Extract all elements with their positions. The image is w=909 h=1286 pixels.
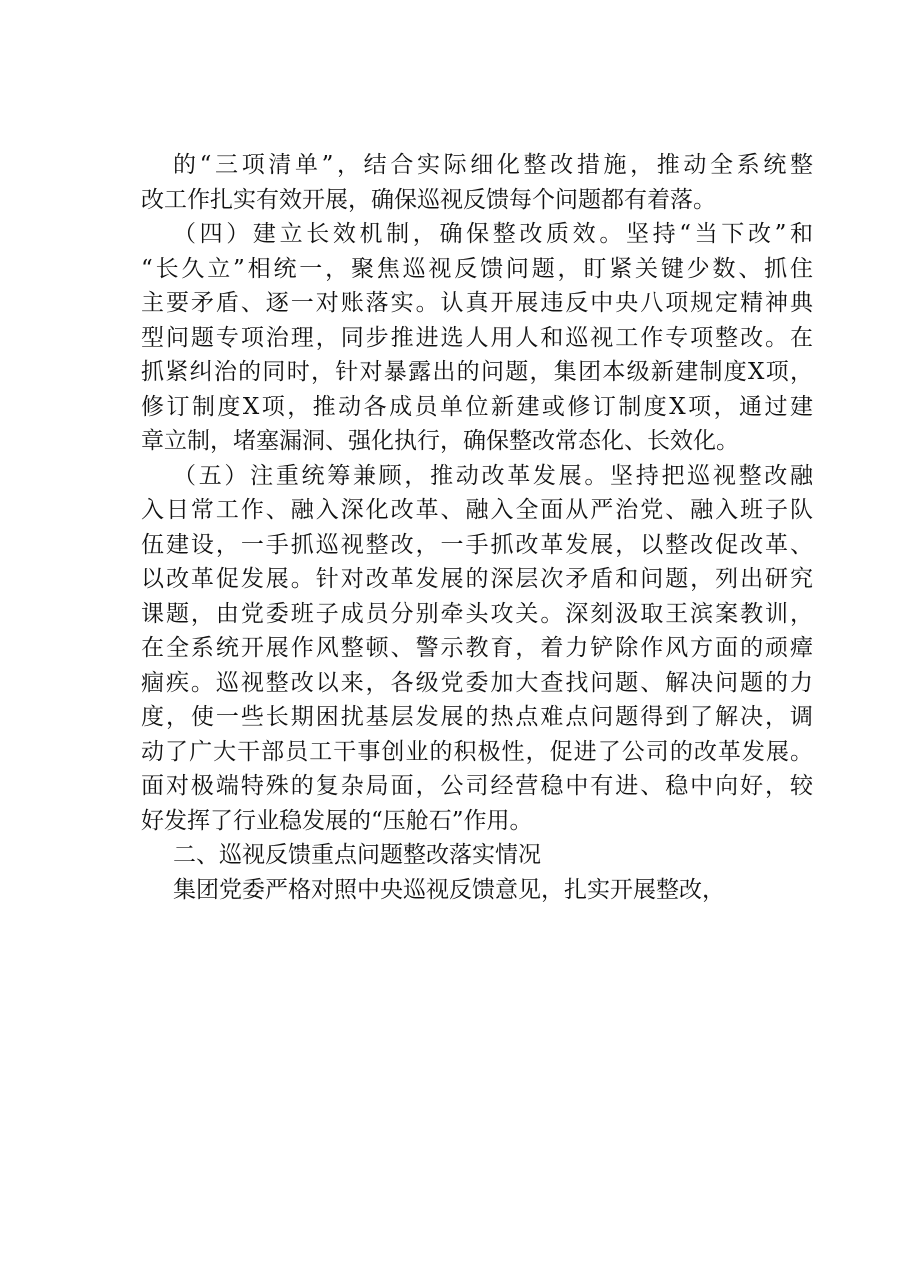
text-line: 课题，由党委班子成员分别牵头攻关。深刻汲取王滨案教训， <box>141 600 813 627</box>
text-line: 入日常工作、融入深化改革、融入全面从严治党、融入班子队 <box>141 497 813 523</box>
text-line: 的“三项清单”，结合实际细化整改措施，推动全系统整 <box>173 152 813 178</box>
text-line: （五）注重统筹兼顾，推动改革发展。坚持把巡视整改融 <box>173 462 813 489</box>
text-line: 主要矛盾、逐一对账落实。认真开展违反中央八项规定精神典 <box>141 290 813 316</box>
text-line: 改工作扎实有效开展，确保巡视反馈每个问题都有着落。 <box>141 186 716 213</box>
text-line: 动了广大干部员工干事创业的积极性，促进了公司的改革发展。 <box>141 738 813 765</box>
text-line: （四）建立长效机制，确保整改质效。坚持“当下改”和 <box>173 221 813 247</box>
text-line: 抓紧纠治的同时，针对暴露出的问题，集团本级新建制度X项， <box>141 359 813 385</box>
text-line: 二、巡视反馈重点问题整改落实情况 <box>173 842 541 868</box>
text-line: 面对极端特殊的复杂局面，公司经营稳中有进、稳中向好，较 <box>141 773 813 799</box>
text-line: 章立制，堵塞漏洞、强化执行，确保整改常态化、长效化。 <box>141 428 739 454</box>
text-line: 在全系统开展作风整顿、警示教育，着力铲除作风方面的顽瘴 <box>141 635 813 661</box>
text-line: 集团党委严格对照中央巡视反馈意见，扎实开展整改， <box>173 876 725 903</box>
text-line: 痼疾。巡视整改以来，各级党委加大查找问题、解决问题的力 <box>141 669 813 696</box>
document-body <box>141 148 813 907</box>
text-line: 型问题专项治理，同步推进选人用人和巡视工作专项整改。在 <box>141 324 813 351</box>
text-line: “长久立”相统一，聚焦巡视反馈问题，盯紧关键少数、抓住 <box>141 255 813 282</box>
text-line: 修订制度X项，推动各成员单位新建或修订制度X项，通过建 <box>141 393 813 420</box>
text-line: 度，使一些长期困扰基层发展的热点难点问题得到了解决，调 <box>141 704 813 730</box>
text-line: 好发挥了行业稳发展的“压舱石”作用。 <box>141 807 533 834</box>
text-line: 以改革促发展。针对改革发展的深层次矛盾和问题，列出研究 <box>141 566 813 592</box>
text-line: 伍建设，一手抓巡视整改，一手抓改革发展，以整改促改革、 <box>141 531 813 558</box>
